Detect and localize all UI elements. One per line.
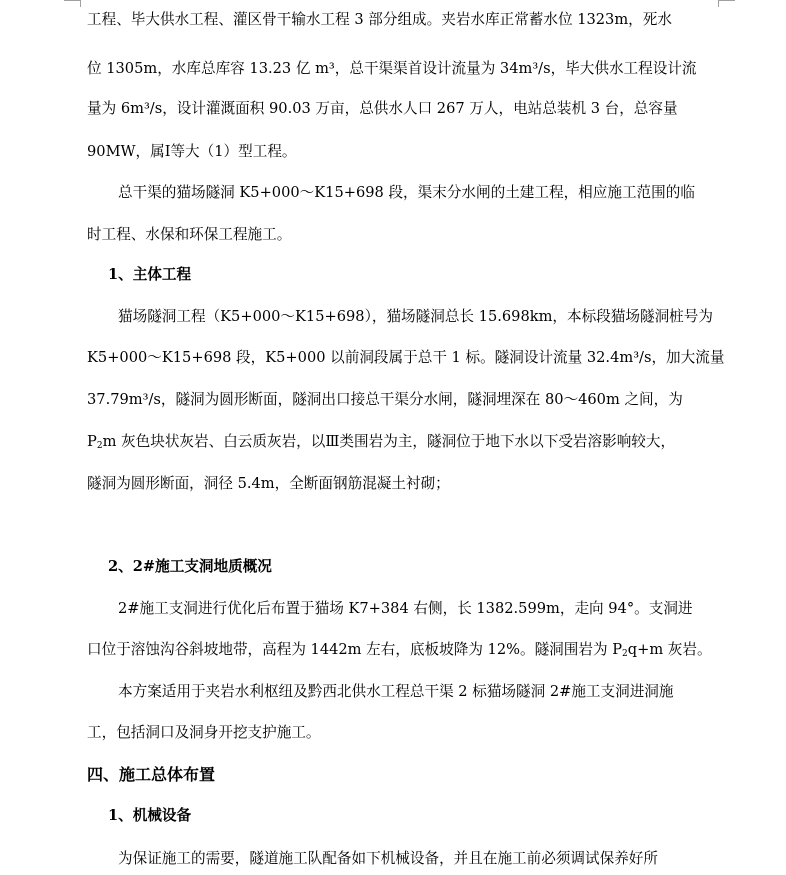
body-text-line: 猫场隧洞工程（K5+000～K15+698），猫场隧洞总长 15.698km，本标段猫场隧洞桩号为 <box>118 308 713 325</box>
formation-symbol: P <box>87 433 97 450</box>
body-text-line <box>87 432 675 452</box>
subsection-heading: 1、机械设备 <box>108 807 192 824</box>
body-text-line: 隧洞为圆形断面，洞径 5.4m，全断面钢筋混凝土衬砌； <box>87 475 450 492</box>
margin-corner-mark <box>718 0 735 1</box>
formation-subscript: 2 <box>96 441 103 451</box>
body-text-line: 90MW，属Ⅰ等大（1）型工程。 <box>87 143 297 160</box>
body-text-line: 工，包括洞口及洞身开挖支护施工。 <box>87 724 321 741</box>
body-text-line: 37.79m³/s，隧洞为圆形断面，隧洞出口接总干渠分水闸，隧洞埋深在 80～460m 之间，为 <box>87 391 683 408</box>
body-text-line: K5+000～K15+698 段，K5+000 以前洞段属于总干 1 标。隧洞设计流量 32.4m³/s，加大流量 <box>87 349 725 366</box>
section-heading: 四、施工总体布置 <box>87 765 216 784</box>
body-text-line: 本方案适用于夹岩水利枢纽及黔西北供水工程总干渠 2 标猫场隧洞 2#施工支洞进洞施 <box>118 683 674 700</box>
body-text-line: 位 1305m，水库总库容 13.23 亿 m³，总干渠渠首设计流量为 34m³/s，毕大供水工程设计流 <box>87 60 697 77</box>
body-text-line: 总干渠的猫场隧洞 K5+000～K15+698 段，渠末分水闸的土建工程，相应施工范围的临 <box>118 184 695 201</box>
subsection-heading: 2、2#施工支洞地质概况 <box>108 558 272 575</box>
formation-subscript: 2 <box>622 649 628 659</box>
body-text-line: 工程、毕大供水工程、灌区骨干输水工程 3 部分组成。夹岩水库正常蓄水位 1323m，死水 <box>87 11 672 28</box>
margin-corner-mark <box>64 0 81 1</box>
margin-corner-mark <box>718 0 719 7</box>
body-text-fragment: 口位于溶蚀沟谷斜坡地带，高程为 1442m 左右，底板坡降为 12%。隧洞围岩为 P <box>87 641 623 658</box>
body-text-fragment: m 灰色块状灰岩、白云质灰岩，以Ⅲ类围岩为主，隧洞位于地下水以下受岩溶影响较大， <box>102 433 676 450</box>
body-text-line: 量为 6m³/s，设计灌溉面积 90.03 万亩，总供水人口 267 万人，电站总装机 3 台，总容量 <box>87 100 678 117</box>
body-text-line <box>87 640 712 660</box>
margin-corner-mark <box>80 0 81 7</box>
body-text-line: 2#施工支洞进行优化后布置于猫场 K7+384 右侧，长 1382.599m，走向 94°。支洞进 <box>118 600 693 617</box>
subsection-heading: 1、主体工程 <box>108 266 192 283</box>
body-text-fragment: q+m 灰岩。 <box>627 641 712 658</box>
body-text-line: 为保证施工的需要，隧道施工队配备如下机械设备，并且在施工前必须调试保养好所 <box>118 850 658 867</box>
body-text-line: 时工程、水保和环保工程施工。 <box>87 226 292 243</box>
